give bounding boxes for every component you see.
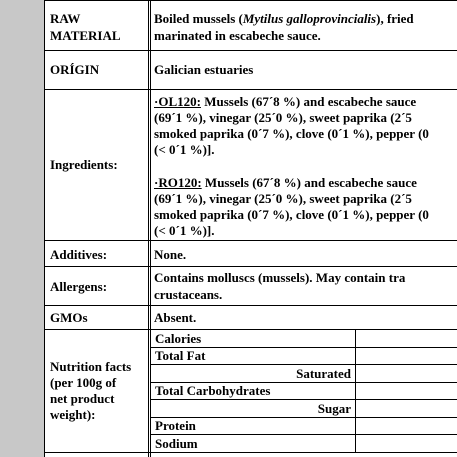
nutrition-row-divider bbox=[150, 364, 457, 365]
label-column-divider bbox=[148, 0, 149, 457]
row-divider bbox=[44, 329, 457, 330]
table-border-left bbox=[44, 0, 45, 457]
ingredients-ol120: ·OL120: Mussels (67´8 %) and escabeche sauce (69´1 %), vinegar (25´0 %), sweet paprika (2´5 smoked paprika (0´7 %), clove (0´1 %), pepper (0 (< 0´1 %)]. bbox=[154, 94, 429, 157]
nutrition-item-saturated: Saturated bbox=[296, 366, 351, 381]
origin-value: Galician estuaries bbox=[154, 62, 254, 77]
additives-value: None. bbox=[154, 247, 187, 262]
origin-label: ORÍGIN bbox=[50, 62, 100, 77]
nutrition-item-sodium: Sodium bbox=[155, 436, 198, 451]
nutrition-label: Nutrition facts (per 100g of net product weight): bbox=[50, 359, 132, 422]
raw-material-value: Boiled mussels (Mytilus galloprovincialis), fried marinated in escabeche sauce. bbox=[154, 11, 414, 43]
nutrition-item-protein: Protein bbox=[155, 418, 196, 433]
allergens-value: Contains molluscs (mussels). May contain tra crustaceans. bbox=[154, 270, 406, 302]
nutrition-row-divider bbox=[150, 399, 457, 400]
additives-label: Additives: bbox=[50, 247, 108, 262]
ingredients-label: Ingredients: bbox=[50, 157, 118, 172]
nutrition-item-sugar: Sugar bbox=[317, 401, 351, 416]
nutrition-item-total-fat: Total Fat bbox=[155, 348, 206, 363]
row-divider bbox=[44, 0, 457, 1]
label-column-divider-double bbox=[150, 0, 151, 457]
nutrition-item-calories: Calories bbox=[155, 331, 202, 346]
nutrition-row-divider bbox=[150, 434, 457, 435]
raw-material-label: RAW MATERIAL bbox=[50, 11, 121, 43]
row-divider bbox=[44, 266, 457, 267]
left-gray-margin bbox=[0, 0, 44, 457]
nutrition-item-total-carbohydrates: Total Carbohydrates bbox=[155, 383, 271, 398]
allergens-label: Allergens: bbox=[50, 279, 108, 294]
row-divider bbox=[44, 240, 457, 241]
row-divider bbox=[44, 452, 457, 453]
gmos-value: Absent. bbox=[154, 310, 197, 325]
gmos-label: GMOs bbox=[50, 310, 88, 325]
row-divider bbox=[44, 50, 457, 51]
row-divider bbox=[44, 305, 457, 306]
row-divider bbox=[44, 89, 457, 90]
ingredients-ro120: ·RO120: Mussels (67´8 %) and escabeche sauce (69´1 %), vinegar (25´0 %), sweet paprika (2´5 smoked paprika (0´7 %), clove (0´1 %), pepper (0 (< 0´1 %)]. bbox=[154, 175, 429, 238]
